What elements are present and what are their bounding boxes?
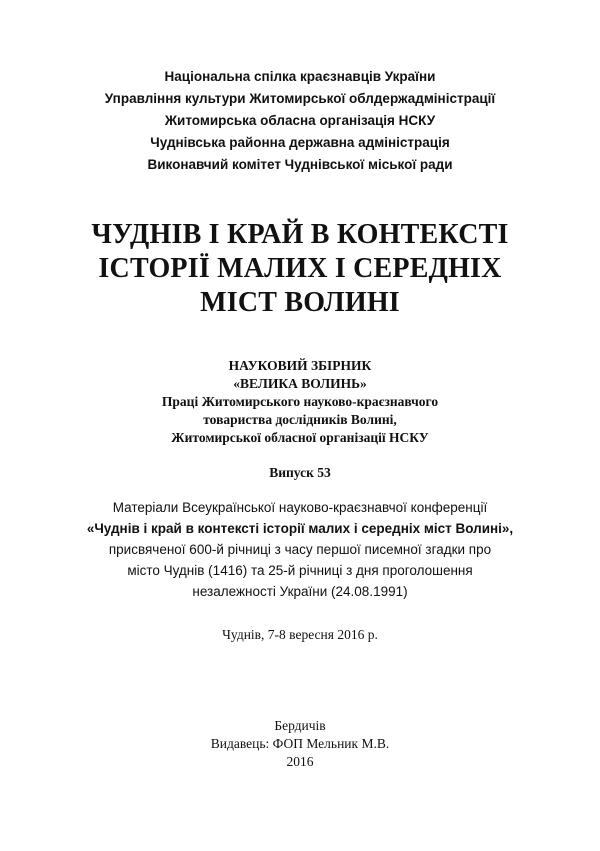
- collection-line: НАУКОВИЙ ЗБІРНИК: [228, 358, 372, 373]
- conference-line: Матеріали Всеукраїнської науково-краєзнавчої конференції: [112, 500, 488, 515]
- collection-line: «ВЕЛИКА ВОЛИНЬ»: [233, 376, 367, 391]
- issue-number: Випуск 53: [269, 465, 331, 480]
- title-line: ІСТОРІЇ МАЛИХ І СЕРЕДНІХ: [98, 253, 502, 284]
- organization-line: Виконавчий комітет Чуднівської міської ради: [147, 157, 453, 172]
- publisher-block: [0, 717, 600, 771]
- organizations-block: [0, 66, 600, 176]
- publisher-city: Бердичів: [274, 718, 326, 733]
- organization-line: Національна спілка краєзнавців України: [164, 69, 436, 84]
- publication-year: 2016: [286, 754, 314, 769]
- organization-line: Житомирська обласна організація НСКУ: [164, 113, 436, 128]
- collection-line: Праці Житомирського науково-краєзнавчого: [161, 394, 439, 409]
- publisher-name: Видавець: ФОП Мельник М.В.: [210, 736, 390, 751]
- conference-line: незалежності України (24.08.1991): [192, 584, 408, 599]
- conference-line: присвяченої 600-й річниці з часу першої писемної згадки про: [108, 542, 492, 557]
- conference-title: «Чуднів і край в контексті історії малих і середніх міст Волині»,: [86, 521, 514, 536]
- place-date: Чуднів, 7-8 вересня 2016 р.: [222, 627, 378, 642]
- conference-block: [0, 497, 600, 602]
- organization-line: Управління культури Житомирської облдержадміністрації: [104, 91, 496, 106]
- collection-block: [0, 357, 600, 447]
- collection-line: товариства дослідників Волині,: [203, 412, 397, 427]
- title-line: ЧУДНІВ І КРАЙ В КОНТЕКСТІ: [91, 219, 509, 250]
- title-line: МІСТ ВОЛИНІ: [200, 287, 400, 318]
- book-title: [0, 218, 600, 320]
- conference-line: місто Чуднів (1416) та 25-й річниці з дня проголошення: [127, 563, 473, 578]
- collection-line: Житомирської обласної організації НСКУ: [171, 430, 429, 445]
- organization-line: Чуднівська районна державна адміністрація: [150, 135, 450, 150]
